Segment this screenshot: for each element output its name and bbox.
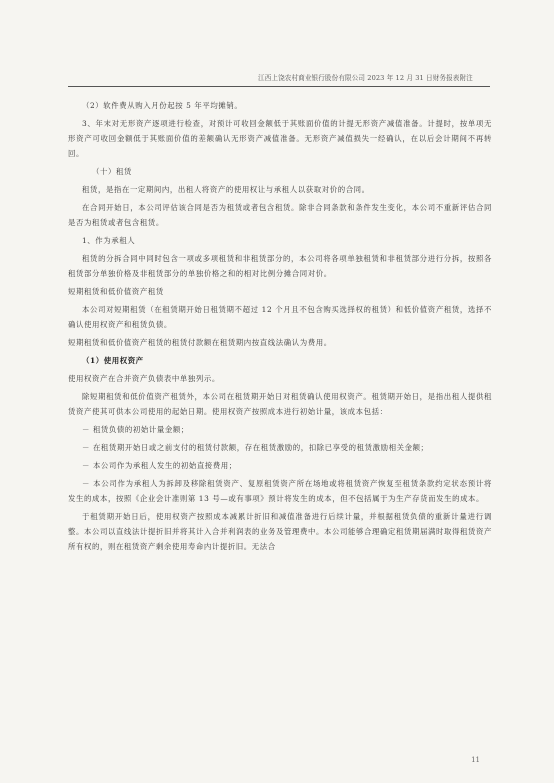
list-item-restoration-costs: － 本公司作为承租人为拆卸及移除租赁资产、复原租赁资产所在场地或将租赁资产恢复至租赁条款约定状态预计将发生的成本，按照《企业会计准则第 13 号—或有事项》预计将发生的成本，但不包括属于为生产存货而发生的成本。: [68, 479, 492, 503]
paragraph-rou-subsequent: 于租赁期开始日后，使用权资产按照成本减累计折旧和减值准备进行后续计量，并根据租赁负债的重新计量进行调整。本公司以直线法计提折旧并将其计入合并利润表的业务及管理费中。本公司能够合理确定租赁期届满时取得租赁资产所有权的，则在租赁资产剩余使用寿命内计提折旧。无法合: [68, 512, 492, 551]
paragraph-lease-assessment: 在合同开始日，本公司评估该合同是否为租赁或者包含租赁。除非合同条款和条件发生变化，本公司不重新评估合同是否为租赁或者包含租赁。: [68, 203, 492, 227]
subheading-right-of-use-asset: （1）使用权资产: [82, 356, 144, 365]
subheading-short-term-lease: 短期租赁和低价值资产租赁: [68, 287, 164, 296]
subheading-lessee: 1、作为承租人: [82, 236, 136, 245]
paragraph-impairment: 3、年末对无形资产逐项进行检查，对预计可收回金额低于其账面价值的计提无形资产减值准备。计提时，按单项无形资产可收回金额低于其账面价值的差额确认无形资产减值准备。无形资产减值损失一经确认，在以后会计期间不再转回。: [68, 119, 492, 158]
paragraph-short-term-expense: 短期租赁和低价值资产租赁的租赁付款额在租赁期内按直线法确认为费用。: [68, 338, 332, 347]
paragraph-amortization: （2）软件费从购入月份起按 5 年平均摊销。: [82, 101, 243, 110]
page-number: 11: [471, 756, 480, 764]
list-item-initial-direct-costs: － 本公司作为承租人发生的初始直接费用；: [82, 461, 237, 470]
paragraph-rou-presentation: 使用权资产在合并资产负债表中单独列示。: [68, 374, 220, 383]
document-body: [68, 98, 492, 557]
section-heading-lease: （十）租赁: [92, 167, 132, 176]
list-item-initial-measurement: － 租赁负债的初始计量金额；: [82, 425, 189, 434]
paragraph-lease-separation: 租赁的分拆合同中同时包含一项或多项租赁和非租赁部分的，本公司将各项单独租赁和非租赁部分进行分拆，按照各租赁部分单独价格及非租赁部分的单独价格之和的相对比例分摊合同对价。: [68, 254, 492, 278]
header-rule: [68, 86, 490, 87]
page-header: 江西上饶农村商业银行股份有限公司 2023 年 12 月 31 日财务报表附注: [258, 74, 473, 82]
list-item-lease-payments: － 在租赁期开始日或之前支付的租赁付款额，存在租赁激励的，扣除已享受的租赁激励相关金额；: [82, 443, 429, 452]
paragraph-lease-definition: 租赁，是指在一定期间内，出租人将资产的使用权让与承租人以获取对价的合同。: [82, 185, 370, 194]
paragraph-short-term-lease: 本公司对短期租赁（在租赁期开始日租赁期不超过 12 个月且不包含购买选择权的租赁）和低价值资产租赁，选择不确认使用权资产和租赁负债。: [68, 305, 492, 329]
paragraph-rou-recognition: 除短期租赁和低价值资产租赁外，本公司在租赁期开始日对租赁确认使用权资产。租赁期开始日，是指出租人提供租赁资产使其可供本公司使用的起始日期。使用权资产按照成本进行初始计量，该成本包括：: [68, 392, 492, 416]
